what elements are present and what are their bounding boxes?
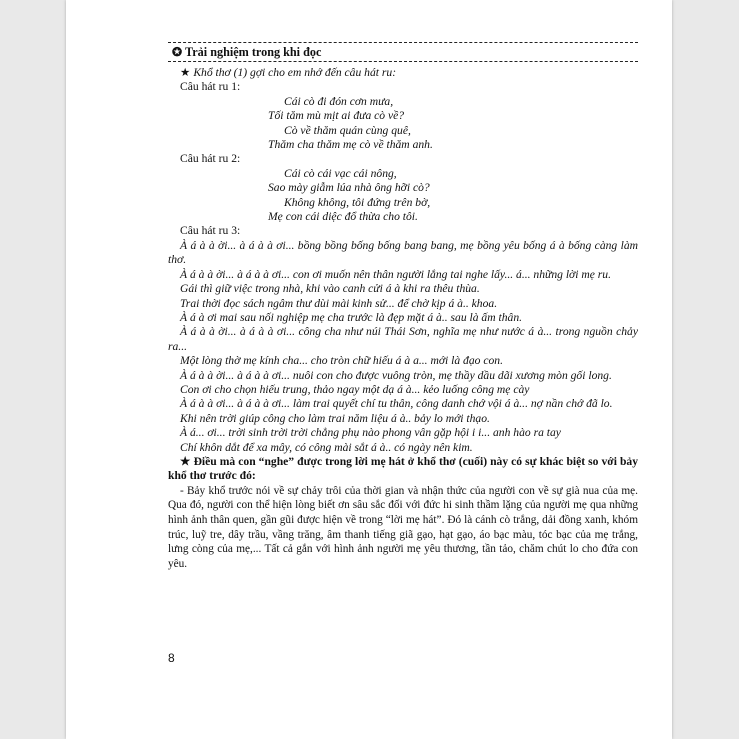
lullaby-paragraph: À á à à ời... à á à à ơi... nuôi con cho được vuông tròn, mẹ thầy dầu dãi xương mòn gối long. [180, 368, 612, 382]
verse-line: Cái cò cái vạc cái nông, [284, 166, 397, 180]
lullaby-paragraph: À á... ơi... trời sinh trời trời chẳng phụ nào phong vân gặp hội i i... anh hào ra tay [180, 426, 561, 440]
lullaby-paragraph: À á à à ời... à á à à ơi... con ơi muốn nên thân người lắng tai nghe lấy... á... những lời mẹ ru. [180, 267, 611, 281]
circle-star-icon: ✪ [172, 45, 183, 59]
book-page [66, 0, 672, 739]
lullaby-paragraph: À á à à ời... à á à à ơi... công cha như núi Thái Sơn, nghĩa mẹ như nước á à... trong nguồn chảy ra... [168, 325, 638, 353]
question-1 [168, 66, 638, 80]
star-icon: ★ [180, 454, 191, 468]
verse-line: Cò về thăm quán cùng quê, [284, 123, 411, 137]
page-content [168, 42, 638, 571]
lullaby-paragraph: À á à ơi mai sau nối nghiệp mẹ cha trước là đẹp mặt á à.. sau là ấm thân. [180, 310, 523, 324]
lullaby-3-text [168, 239, 638, 455]
lullaby-1-verse [168, 95, 638, 153]
section-title: Trải nghiệm trong khi đọc [185, 45, 322, 59]
lullaby-1-label: Câu hát ru 1: [180, 80, 241, 94]
lullaby-3-label: Câu hát ru 3: [180, 224, 241, 238]
answer-paragraph: - Bảy khổ trước nói về sự chảy trôi của thời gian và nhận thức của người con về sự già nua của mẹ. Qua đó, người con thể hiện lòng biết ơn sâu sắc đối với đức hi sinh thầm lặng của người mẹ qua những hình ảnh thân quen, gần gũi được hiện về trong “lời mẹ hát”. Đó là cánh cò trắng, dải đồng xanh, khóm trúc, luỹ tre, dây trầu, vầng trăng, âm thanh tiếng giã gạo, hạt gạo, áo bạc màu, tóc bạc của mẹ trắng, lưng còng của mẹ,... Tất cả gắn với hình ảnh người mẹ yêu thương, tần tảo, chăm chút lo cho đứa con yêu. [168, 484, 638, 570]
page-number: 8 [168, 651, 175, 665]
verse-line: Mẹ con cái diệc đổ thừa cho tôi. [268, 210, 418, 224]
lullaby-paragraph: Khi nên trời giúp công cho làm trai năm liệu á à.. bảy lo mới thạo. [180, 411, 490, 425]
question-1-text: Khổ thơ (1) gợi cho em nhớ đến câu hát ru: [193, 66, 397, 79]
lullaby-2-verse [168, 167, 638, 225]
verse-line: Thăm cha thăm mẹ cò về thăm anh. [268, 138, 433, 152]
lullaby-paragraph: À á à à ời... à á à à ơi... bồng bồng bống bống bang bang, mẹ bồng yêu bống á à bống càng làm thơ. [168, 238, 638, 267]
verse-line: Sao mày giẫm lúa nhà ông hỡi cò? [268, 181, 430, 195]
verse-line: Không không, tôi đứng trên bờ, [284, 195, 431, 209]
lullaby-paragraph: Gái thì giữ việc trong nhà, khi vào canh cửi á à khi ra thêu thùa. [180, 282, 480, 296]
lullaby-paragraph: Trai thời đọc sách ngâm thư dùi mài kinh sử... để chờ kịp á à.. khoa. [180, 296, 498, 310]
question-2-text: Điều mà con “nghe” được trong lời mẹ hát ở khổ thơ (cuối) này có sự khác biệt so với bảy khổ thơ trước đó: [168, 454, 638, 483]
verse-line: Cái cò đi đón cơn mưa, [284, 94, 394, 108]
lullaby-paragraph: Chí khôn dắt để xa mây, có công mài sắt á à.. có ngày nên kim. [180, 440, 473, 454]
question-2 [168, 455, 638, 484]
lullaby-paragraph: Con ơi cho chọn hiếu trung, thảo ngay một dạ á à... kẻo luống công mẹ cày [180, 382, 530, 396]
verse-line: Tối tăm mù mịt ai đưa cò về? [268, 109, 405, 123]
lullaby-paragraph: Một lòng thờ mẹ kính cha... cho tròn chữ hiếu á à a... mới là đạo con. [180, 354, 503, 368]
section-heading [168, 42, 638, 62]
lullaby-paragraph: À á à à ơi... à á à à ơi... làm trai quyết chí tu thân, công danh chớ vội á à... nợ nần chớ đã lo. [180, 397, 613, 411]
star-icon: ★ [180, 66, 191, 79]
lullaby-2-label: Câu hát ru 2: [180, 152, 241, 166]
